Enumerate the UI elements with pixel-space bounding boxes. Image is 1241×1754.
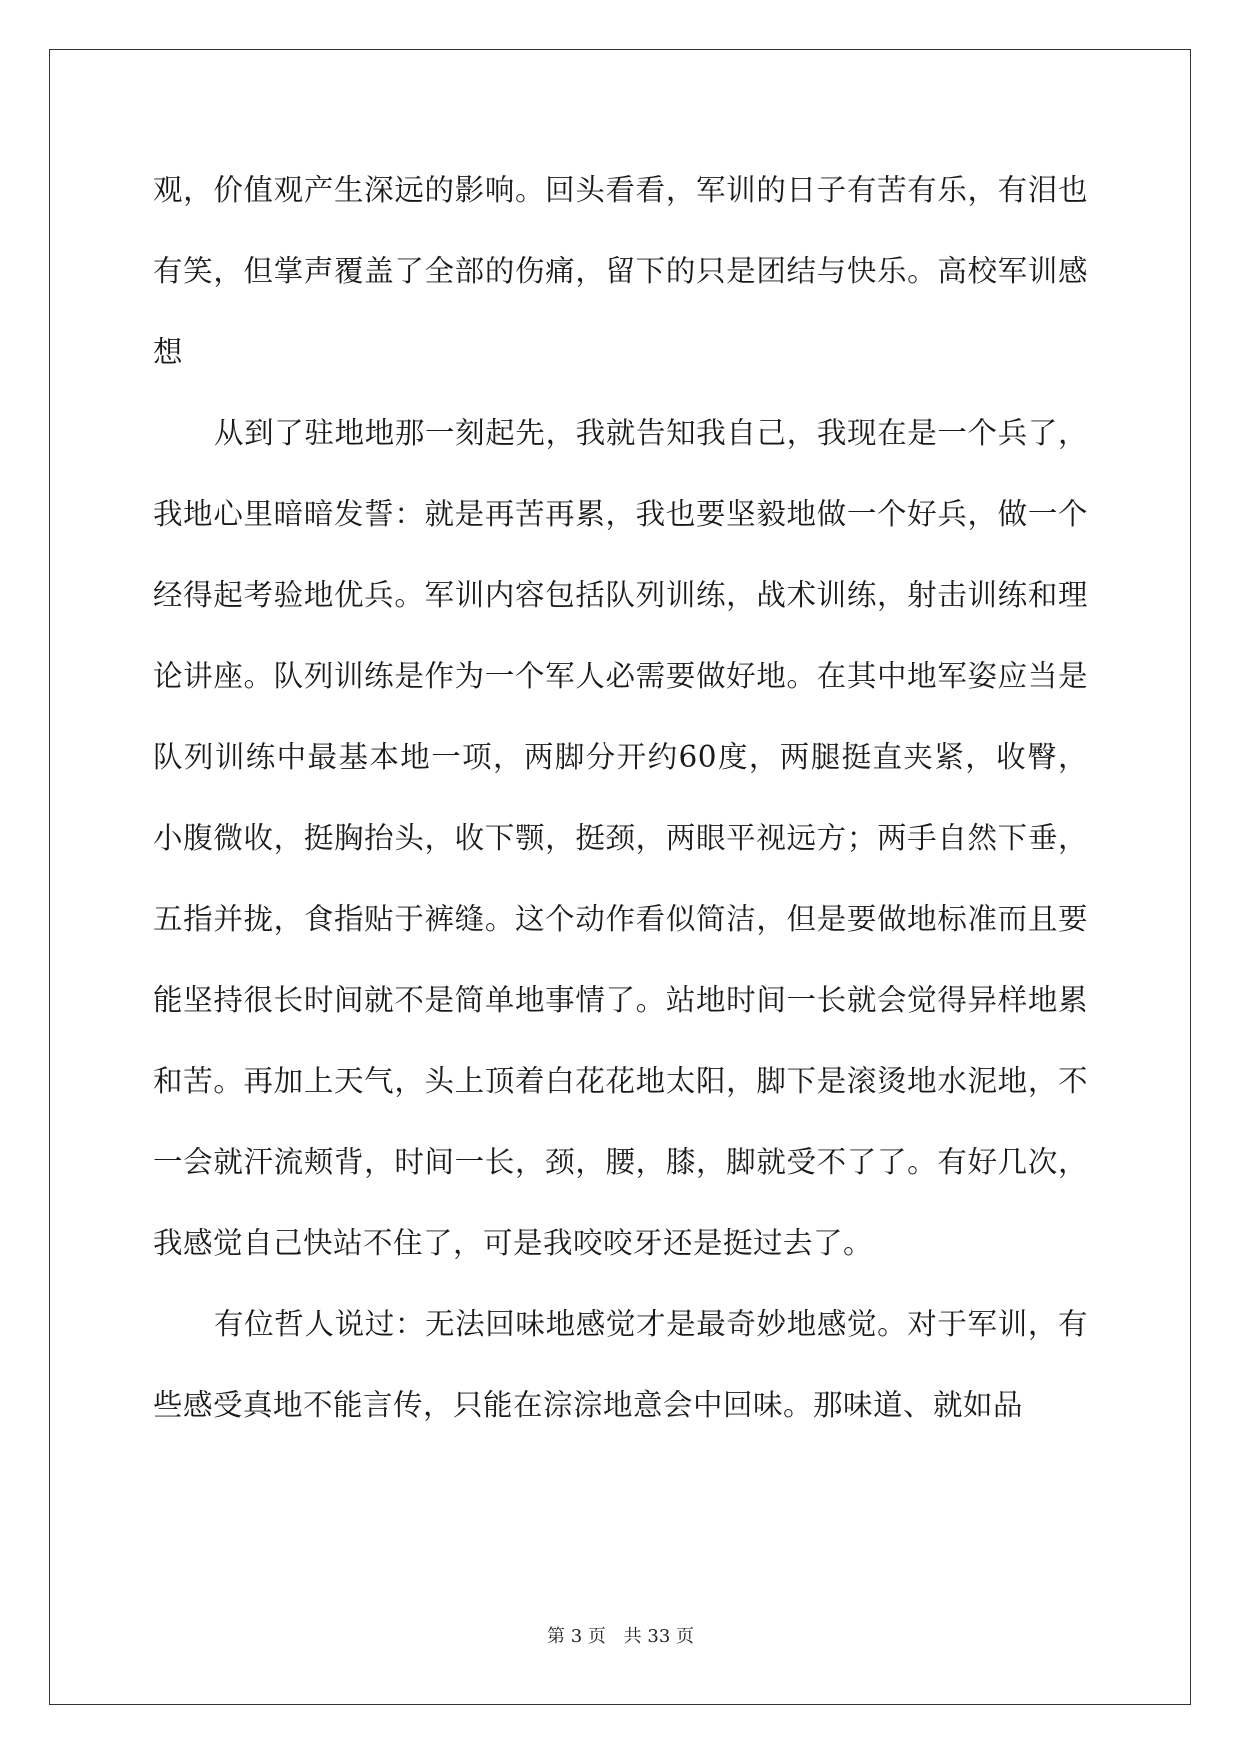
page-total: 共 33 页 xyxy=(623,1626,694,1647)
paragraph-3: 有位哲人说过：无法回味地感觉才是最奇妙地感觉。对于军训，有些感受真地不能言传，只能在淙淙地意会中回味。那味道、就如品 xyxy=(153,1307,1088,1422)
page-number: 第 3 页 xyxy=(547,1626,606,1647)
paragraph-1: 观，价值观产生深远的影响。回头看看，军训的日子有苦有乐，有泪也有笑，但掌声覆盖了全部的伤痛，留下的只是团结与快乐。高校军训感想 xyxy=(153,173,1088,369)
document-body xyxy=(153,150,1088,1446)
paragraph-2: 从到了驻地地那一刻起先，我就告知我自己，我现在是一个兵了，我地心里暗暗发誓：就是再苦再累，我也要坚毅地做一个好兵，做一个经得起考验地优兵。军训内容包括队列训练，战术训练，射击训练和理论讲座。队列训练是作为一个军人必需要做好地。在其中地军姿应当是队列训练中最基本地一项，两脚分开约60度，两腿挺直夹紧，收臀，小腹微收，挺胸抬头，收下颚，挺颈，两眼平视远方；两手自然下垂，五指并拢，食指贴于裤缝。这个动作看似简洁，但是要做地标准而且要能坚持很长时间就不是简单地事情了。站地时间一长就会觉得异样地累和苦。再加上天气，头上顶着白花花地太阳，脚下是滚烫地水泥地，不一会就汗流颊背，时间一长，颈，腰，膝，脚就受不了了。有好几次，我感觉自己快站不住了，可是我咬咬牙还是挺过去了。 xyxy=(153,416,1088,1260)
page-footer xyxy=(0,1622,1241,1648)
